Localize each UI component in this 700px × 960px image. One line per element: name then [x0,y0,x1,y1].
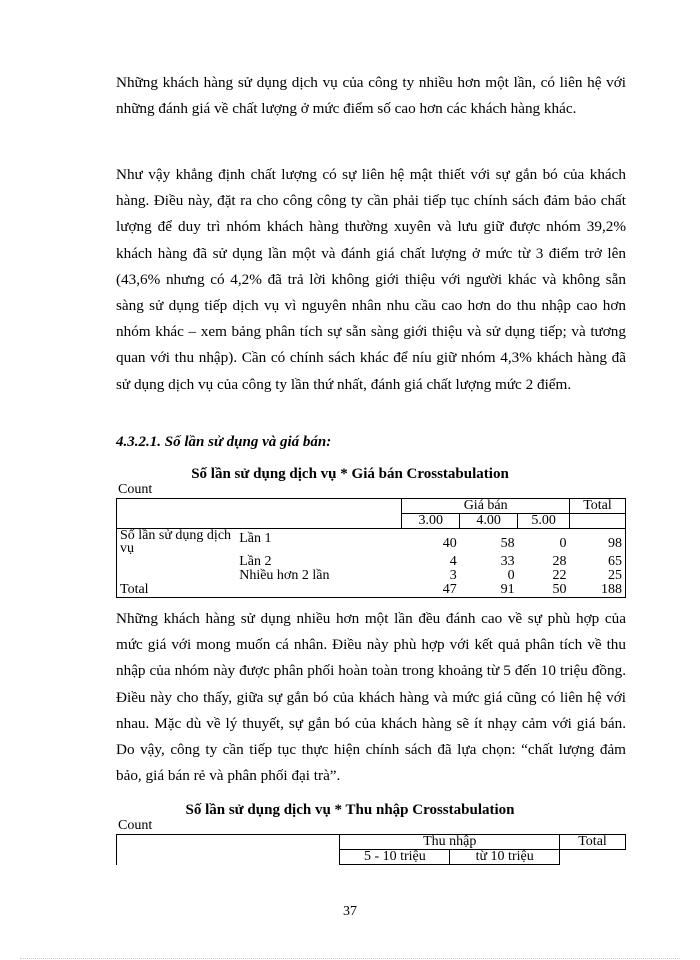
crosstab-2-table [116,834,626,865]
crosstab-1-cell: 33 [500,554,515,569]
paragraph-3: Những khách hàng sử dụng nhiều hơn một lần đều đánh cao về sự phù hợp của mức giá với mong muốn cá nhân. Điều này phù hợp với kết quả phân tích về thu nhập của nhóm này được phân phối hoàn toàn trong khoảng từ 5 đến 10 triệu đồng. Điều này cho thấy, giữa sự gắn bó của khách hàng và mức giá cũng có liên hệ với nhau. Mặc dù về lý thuyết, sự gắn bó của khách hàng sẽ ít nhạy cảm với giá bán. Do vậy, công ty cần tiếp tục thực hiện chính sách đã lựa chọn: “chất lượng đảm bảo, giá bán rẻ và phân phối đại trà”. [116,610,626,785]
crosstab-1-cell: 40 [402,529,460,552]
crosstab-1-total-cell: 188 [570,583,626,598]
crosstab-1-col-header: 5.00 [518,514,570,529]
crosstab-1-total-cell: 25 [570,569,626,583]
crosstab-1-cell: 91 [460,583,518,598]
crosstab-1-cell: 28 [552,554,567,569]
crosstab-1-header-row [117,499,626,514]
crosstab-1-corner [117,499,402,529]
crosstab-1-cell: 0 [507,568,515,583]
crosstab-2-title: Số lần sử dụng dịch vụ * Thu nhập Crosstabulation [185,802,515,818]
crosstab-1-total-cell: 65 [570,551,626,569]
crosstab-2-col-header: từ 10 triệu [450,850,560,865]
crosstab-1-row-label: Lần 1 [236,529,402,552]
section-heading: 4.3.2.1. Số lần sử dụng và giá bán: [116,434,332,450]
crosstab-1-title: Số lần sử dụng dịch vụ * Giá bán Crosstabulation [191,466,509,482]
crosstab-1-row-var: Số lần sử dụng dịch vụ [117,529,237,584]
crosstab-1-cell: 4 [449,554,457,569]
paragraph-1: Những khách hàng sử dụng dịch vụ của công ty nhiều hơn một lần, có liên hệ với những đánh giá về chất lượng ở mức điểm số cao hơn các khách hàng khác. [116,74,626,118]
crosstab-2-total-header: Total [560,835,626,850]
crosstab-1-cell: 3 [449,568,457,583]
crosstab-1-total-row [117,583,626,598]
crosstab-1-row-label: Lần 2 [239,554,272,569]
crosstab-2-count-label: Count [118,818,153,833]
crosstab-1-table [116,498,626,598]
paragraph-2: Như vậy khẳng định chất lượng có sự liên hệ mật thiết với sự gắn bó của khách hàng. Điều này, đặt ra cho công công ty cần phải tiếp tục chính sách đảm bảo chất lượng để duy trì nhóm khách hàng thường xuyên và lưu giữ được nhóm 39,2% khách hàng đã sử dụng lần một và đánh giá chất lượng ở mức từ 3 điểm trở lên (43,6% nhưng có 4,2% đã trả lời không giới thiệu với người khác và không sẵn sàng sử dụng tiếp dịch vụ vì nguyên nhân nhu cầu cao hơn do thu nhập cao hơn nhóm khác – xem bảng phân tích sự sẵn sàng giới thiệu và sử dụng tiếp; và tương quan với thu nhập). Cần có chính sách khác để níu giữ nhóm 4,3% khách hàng đã sử dụng dịch vụ của công ty lần thứ nhất, đánh giá chất lượng mức 2 điểm. [116,166,626,393]
crosstab-2-group-header: Thu nhập [340,835,560,850]
crosstab-1-col-header: 3.00 [402,514,460,529]
crosstab-1-cell: 50 [518,583,570,598]
crosstab-1-count-label: Count [118,482,153,497]
crosstab-1-group-header: Giá bán [402,499,570,514]
crosstab-1-cell: 0 [518,529,570,552]
crosstab-1-col-header: 4.00 [460,514,518,529]
crosstab-2-corner [117,835,340,865]
crosstab-1-cell: 47 [402,583,460,598]
page-number: 37 [343,904,357,919]
crosstab-1-total-label: Total [117,583,402,598]
crosstab-1-cell: 58 [460,529,518,552]
crosstab-2-col-header: 5 - 10 triệu [340,850,450,865]
crosstab-1-data-row [117,529,626,552]
crosstab-1-total-header: Total [570,499,626,514]
crosstab-1-cell: 22 [552,568,567,583]
crosstab-1-row-label: Nhiều hơn 2 lần [239,568,330,583]
page-edge-divider [20,958,680,959]
crosstab-2-header-row [117,835,626,850]
crosstab-1-total-cell: 98 [570,529,626,552]
